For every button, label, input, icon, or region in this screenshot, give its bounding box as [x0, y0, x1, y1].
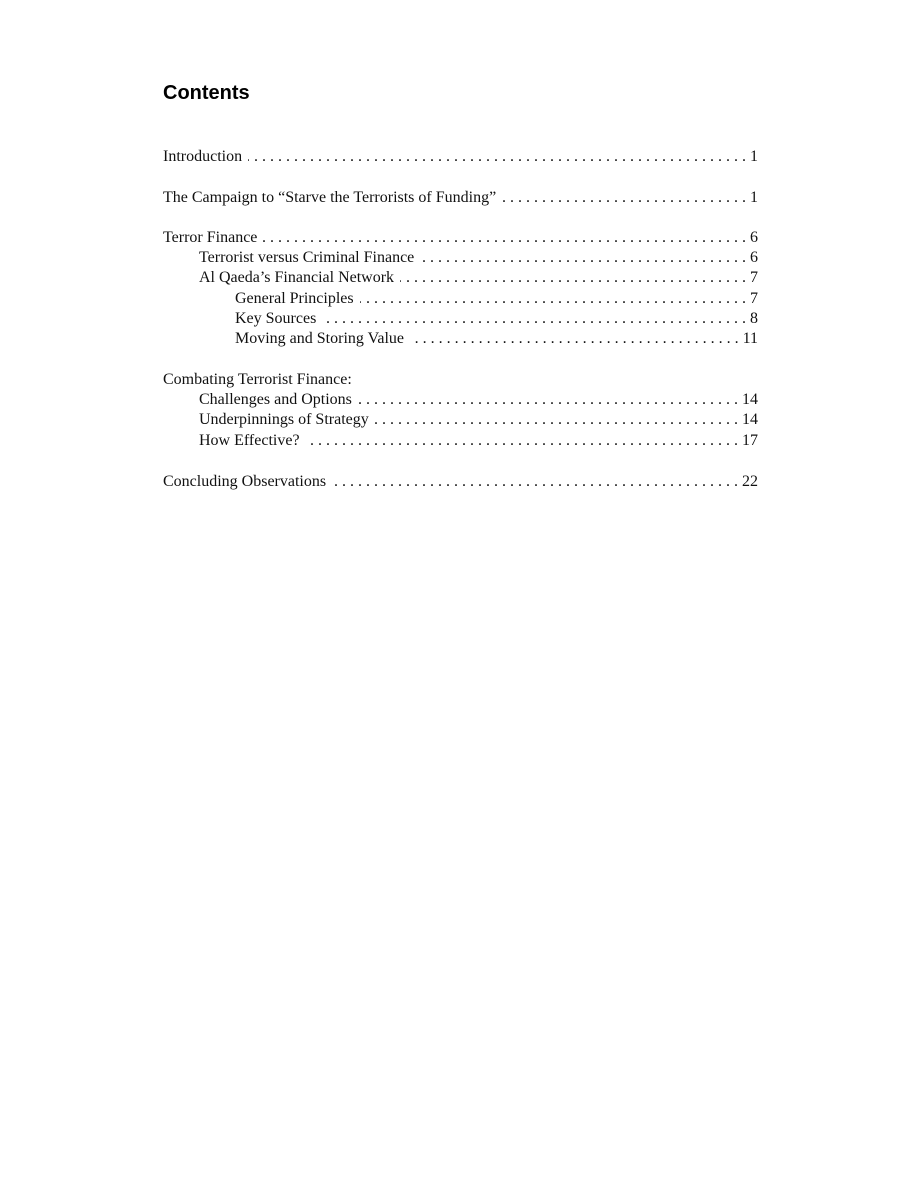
- toc-entry-label: Key Sources: [235, 310, 317, 327]
- toc-entry-concluding-observations[interactable]: [163, 472, 758, 492]
- toc-entry-label: Al Qaeda’s Financial Network: [199, 269, 395, 286]
- dot-leader: [322, 309, 746, 329]
- toc-page-number: 7: [750, 290, 758, 307]
- toc-entry-label: Terrorist versus Criminal Finance: [199, 249, 415, 266]
- dot-leader: [375, 410, 738, 430]
- toc-page-number: 14: [742, 411, 758, 428]
- toc-page-number: 1: [750, 148, 758, 165]
- toc-entry-label: Introduction: [163, 148, 243, 165]
- toc-entry-label: Challenges and Options: [199, 391, 352, 408]
- toc-page-number: 1: [750, 189, 758, 206]
- toc-entry-how-effective[interactable]: [163, 431, 758, 451]
- toc-entry-key-sources[interactable]: [163, 309, 758, 329]
- page-title: Contents: [163, 82, 250, 104]
- dot-leader: [332, 472, 738, 492]
- dot-leader: [358, 390, 738, 410]
- dot-leader: [360, 289, 746, 309]
- toc-entry-challenges-options[interactable]: [163, 390, 758, 410]
- toc-entry-label: Underpinnings of Strategy: [199, 411, 369, 428]
- toc-entry-label: Moving and Storing Value: [235, 330, 405, 347]
- toc-entry-moving-storing-value[interactable]: [163, 329, 758, 349]
- dot-leader: [248, 147, 746, 167]
- toc-page-number: 8: [750, 310, 758, 327]
- toc-page-number: 6: [750, 249, 758, 266]
- toc-entry-underpinnings-strategy[interactable]: [163, 410, 758, 430]
- toc-page-number: 7: [750, 269, 758, 286]
- dot-leader: [263, 228, 746, 248]
- toc-entry-label: The Campaign to “Starve the Terrorists of Funding”: [163, 189, 497, 206]
- toc-entry-introduction[interactable]: [163, 147, 758, 167]
- toc-entry-label: General Principles: [235, 290, 354, 307]
- toc-entry-campaign[interactable]: [163, 188, 758, 208]
- toc-page-number: 17: [742, 432, 758, 449]
- dot-leader: [502, 188, 746, 208]
- toc-entry-combating-terrorist-finance[interactable]: [163, 370, 758, 390]
- toc-page-number: 6: [750, 229, 758, 246]
- toc-entry-label: How Effective?: [199, 432, 300, 449]
- toc-page-number: 22: [742, 473, 758, 490]
- toc-entry-label: Terror Finance: [163, 229, 258, 246]
- toc-entry-al-qaeda-network[interactable]: [163, 268, 758, 288]
- toc-entry-terror-finance[interactable]: [163, 228, 758, 248]
- toc-entry-general-principles[interactable]: [163, 289, 758, 309]
- dot-leader: [420, 248, 746, 268]
- toc-entry-terrorist-vs-criminal[interactable]: [163, 248, 758, 268]
- toc-entry-label: Combating Terrorist Finance:: [163, 371, 352, 388]
- dot-leader: [400, 268, 746, 288]
- toc-page-number: 11: [742, 330, 758, 347]
- dot-leader: [306, 431, 738, 451]
- toc-page-number: 14: [742, 391, 758, 408]
- toc-entry-label: Concluding Observations: [163, 473, 327, 490]
- dot-leader: [410, 329, 739, 349]
